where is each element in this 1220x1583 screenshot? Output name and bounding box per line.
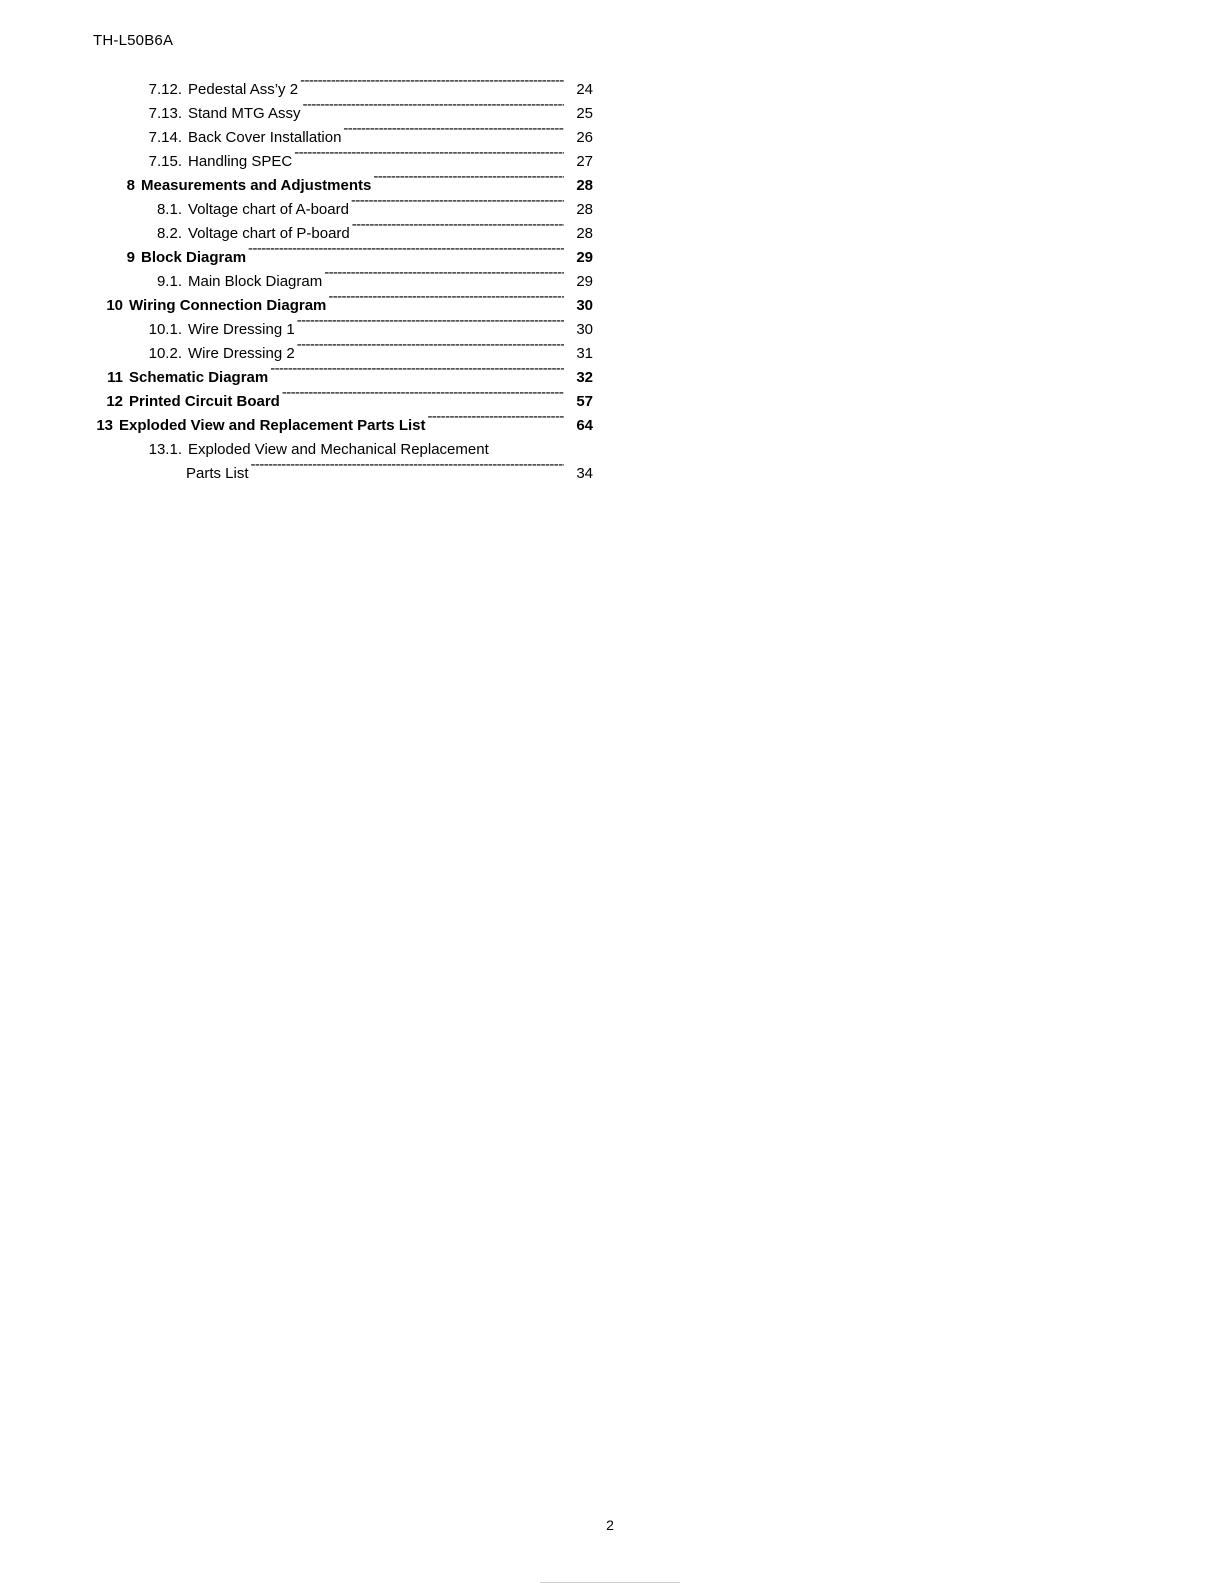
toc-entry-number: 13 [96,417,113,434]
toc-entry-number: 7.14. [148,129,182,146]
toc-leader-dots [297,343,564,358]
toc-leader-dots [373,175,564,190]
toc-leader-dots [251,463,564,478]
toc-entry-number: 13.1. [148,441,182,458]
toc-entry-number: 7.12. [148,81,182,98]
toc-entry[interactable] [93,342,593,366]
toc-entry-title: Main Block Diagram [188,273,323,290]
toc-leader-dots [351,199,564,214]
toc-entry-number: 7.15. [148,153,182,170]
table-of-contents [93,78,593,486]
toc-entry-title: Pedestal Ass’y 2 [188,81,299,98]
toc-entry-title: Back Cover Installation [188,129,342,146]
toc-leader-dots [270,367,564,382]
toc-entry-page: 27 [576,153,593,170]
toc-leader-dots [352,223,564,238]
footer-page-number: 2 [606,1517,614,1533]
toc-entry-title-line2: Parts List [186,465,249,482]
toc-entry-number: 10.1. [148,321,182,338]
toc-entry-page: 29 [576,273,593,290]
toc-entry-title: Handling SPEC [188,153,293,170]
toc-entry-page: 64 [576,417,593,434]
toc-entry-title: Measurements and Adjustments [141,177,372,194]
toc-entry-number: 11 [107,369,123,386]
toc-entry-number: 12 [106,393,123,410]
toc-entry-title: Wire Dressing 1 [188,321,295,338]
model-header: TH-L50B6A [93,32,174,49]
toc-entry[interactable] [93,294,593,318]
toc-entry-page: 31 [576,345,593,362]
toc-entry-number: 10 [106,297,123,314]
toc-entry[interactable] [93,318,593,342]
toc-entry-title: Block Diagram [141,249,247,266]
toc-leader-dots [343,127,564,142]
toc-entry-title: Wiring Connection Diagram [129,297,327,314]
toc-leader-dots [427,415,564,430]
toc-entry[interactable] [93,198,593,222]
toc-leader-dots [324,271,564,286]
toc-entry-page: 30 [576,321,593,338]
toc-leader-dots [248,247,564,262]
toc-entry-page: 30 [576,297,593,314]
toc-entry-number: 8.1. [156,201,182,218]
toc-entry-number: 7.13. [148,105,182,122]
toc-entry[interactable] [93,150,593,174]
toc-entry-page: 29 [576,249,593,266]
toc-entry-title: Wire Dressing 2 [188,345,295,362]
toc-entry[interactable] [93,78,593,102]
toc-entry-page: 57 [576,393,593,410]
toc-leader-dots [294,151,564,166]
toc-entry-page: 28 [576,177,593,194]
toc-entry-page: 24 [576,81,593,98]
toc-entry[interactable] [93,222,593,246]
toc-leader-dots [282,391,564,406]
toc-entry[interactable] [93,174,593,198]
toc-leader-dots [303,103,564,118]
toc-entry-number: 9.1. [156,273,182,290]
toc-entry-continuation[interactable] [93,462,593,486]
toc-entry[interactable] [93,270,593,294]
toc-entry-title: Voltage chart of P-board [188,225,350,242]
toc-entry-title: Voltage chart of A-board [188,201,349,218]
toc-entry-page: 25 [576,105,593,122]
toc-entry-title: Stand MTG Assy [188,105,301,122]
toc-entry[interactable] [93,126,593,150]
toc-entry-page: 28 [576,201,593,218]
toc-entry-page: 34 [576,465,593,482]
toc-entry-page: 32 [576,369,593,386]
toc-entry-title: Schematic Diagram [129,369,269,386]
toc-entry-number: 10.2. [148,345,182,362]
toc-entry[interactable] [93,246,593,270]
toc-entry[interactable] [93,390,593,414]
toc-entry[interactable] [93,414,593,438]
toc-entry-title: Printed Circuit Board [129,393,280,410]
toc-entry[interactable] [93,366,593,390]
toc-entry-page: 28 [576,225,593,242]
toc-entry-number: 8.2. [156,225,182,242]
toc-leader-dots [297,319,564,334]
toc-entry[interactable] [93,438,593,462]
toc-entry-number: 8 [126,177,135,194]
toc-entry-title: Exploded View and Mechanical Replacement [188,441,489,458]
toc-entry-number: 9 [126,249,135,266]
toc-leader-dots [300,79,564,94]
toc-entry[interactable] [93,102,593,126]
toc-leader-dots [328,295,564,310]
toc-entry-title: Exploded View and Replacement Parts List [119,417,426,434]
toc-entry-page: 26 [576,129,593,146]
